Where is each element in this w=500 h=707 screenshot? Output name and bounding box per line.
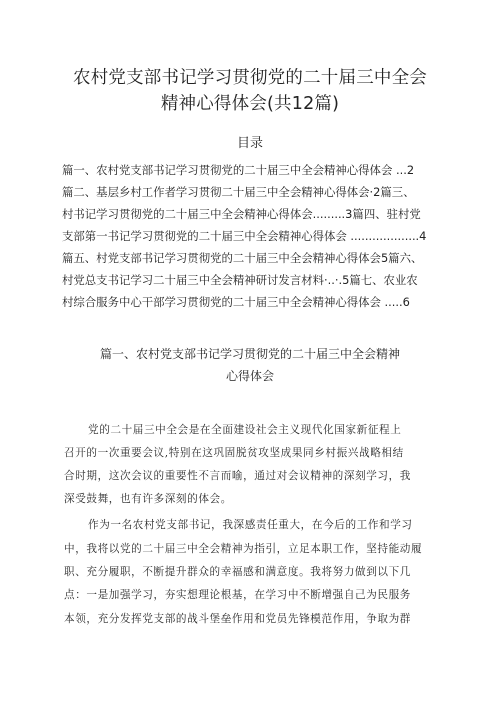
toc-heading: 目录 xyxy=(236,136,263,151)
section-title-line-1: 篇一、农村党支部书记学习贯彻党的二十届三中全会精神 xyxy=(99,347,400,361)
body-line: 党的二十届三中全会是在全面建设社会主义现代化国家新征程上 xyxy=(88,424,402,436)
toc-line: 篇五、村党支部书记学习贯彻党的二十届三中全会精神心得体会5篇六、 xyxy=(62,251,423,265)
document-title-line-2: 精神心得体会(共12篇) xyxy=(160,94,340,114)
body-line: 召开的一次重要会议,特别在这巩固脱贫攻坚成果同乡村振兴战略相结 xyxy=(64,447,404,459)
body-line: 点：一是加强学习，夯实想理论根基，在学习中不断增强自己为民服务 xyxy=(64,589,412,601)
body-line: 职、充分履职，不断提升群众的幸福感和满意度。我将努力做到以下几 xyxy=(64,566,412,578)
toc-line: 篇一、农村党支部书记学习贯彻党的二十届三中全会精神心得体会 ...2 xyxy=(62,163,415,177)
toc-line: 村书记学习贯彻党的二十届三中全会精神心得体会.........3篇四、驻村党 xyxy=(62,207,421,221)
section-title-line-2: 心得体会 xyxy=(225,369,274,383)
body-line: 深受鼓舞，也有许多深刻的体会。 xyxy=(64,493,232,505)
document-title-line-1: 农村党支部书记学习贯彻党的二十届三中全会 xyxy=(73,68,427,88)
toc-line: 村党总支书记学习二十届三中全会精神研讨发言材料·..·.5篇七、农业农 xyxy=(62,273,418,287)
body-line: 作为一名农村党支部书记，我深感责任重大，在今后的工作和学习 xyxy=(88,519,413,531)
body-line: 合时期，这次会议的重要性不言而喻，通过对会议精神的深刻学习，我 xyxy=(64,470,412,482)
toc-line: 村综合服务中心干部学习贯彻党的二十届三中全会精神心得体会 .....6 xyxy=(62,295,410,309)
toc-line: 支部第一书记学习贯彻党的二十届三中全会精神心得体会 ...................4 xyxy=(62,229,427,243)
body-line: 中，我将以党的二十届三中全会精神为指引，立足本职工作，坚持能动履 xyxy=(64,543,423,555)
body-line: 本领，充分发挥党支部的战斗堡垒作用和党员先锋模范作用，争取为群 xyxy=(64,613,412,625)
toc-line: 篇二、基层乡村工作者学习贯彻二十届三中全会精神心得体会·2篇三、 xyxy=(62,185,415,199)
